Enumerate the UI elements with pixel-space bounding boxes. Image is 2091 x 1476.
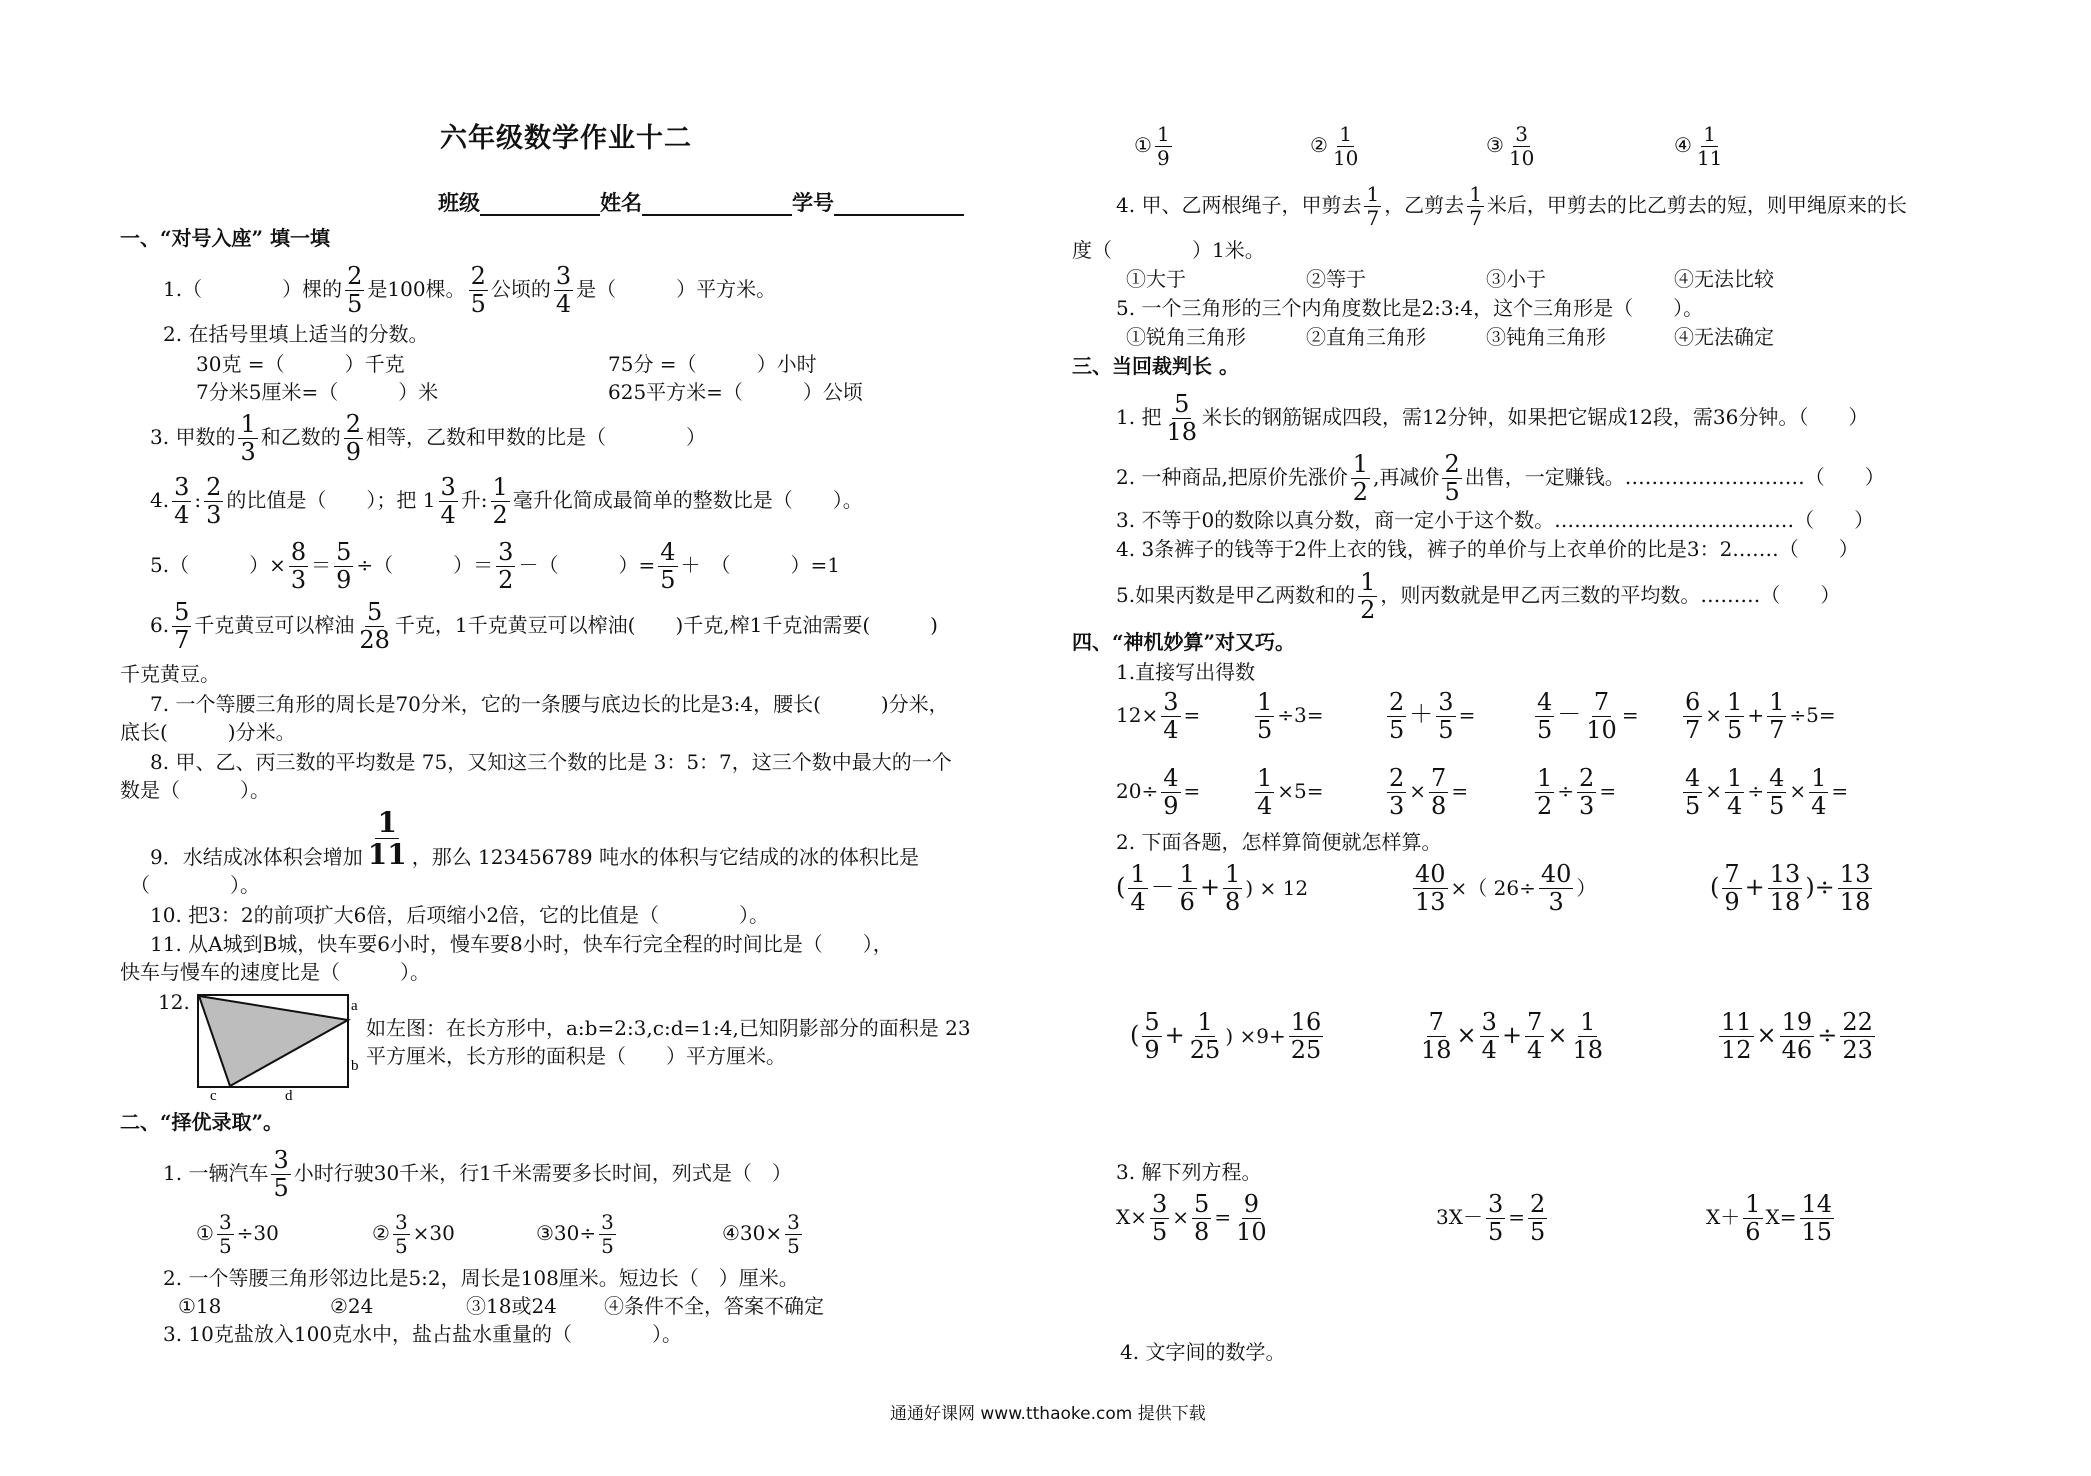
- s2-q1-option4: ④30× $\frac{3}{5}$: [722, 1210, 800, 1258]
- shaded-triangle: [199, 996, 348, 1086]
- s2-q1-option3: ③30÷ $\frac{3}{5}$: [536, 1210, 614, 1258]
- s2-q4-option2: ②等于: [1306, 267, 1366, 291]
- expr-6: $\frac{11}{12}$ × $\frac{19}{46}$ ÷ $\frac{22}{23}$: [1721, 1008, 1873, 1065]
- fraction: $\frac{3}{5}$: [273, 1146, 289, 1203]
- fraction: $\frac{7}{4}$: [1527, 1008, 1543, 1065]
- fraction: $\frac{7}{18}$: [1421, 1008, 1452, 1065]
- s1-q2-a: 30克 =（ ）千克: [196, 352, 405, 376]
- s2-q3-text: 3. 10克盐放入100克水中，盐占盐水重量的（ ）。: [163, 1322, 683, 1346]
- fraction: $\frac{19}{46}$: [1781, 1008, 1813, 1065]
- fraction: $\frac{3}{5}$: [1152, 1190, 1168, 1247]
- fraction: $\frac{1}{6}$: [1179, 860, 1195, 917]
- s2-q5-text: 5. 一个三角形的三个内角度数比是2:3:4，这个三角形是（ ）。: [1116, 296, 1704, 320]
- fraction: $\frac{40}{13}$: [1415, 860, 1446, 917]
- fraction: $\frac{1}{2}$: [492, 473, 508, 530]
- s1-q6-line2: 千克黄豆。: [120, 662, 220, 686]
- s1-q3: 3. 甲数的 $\frac{1}{3}$ 和乙数的 $\frac{2}{9}$ 相等，乙数和甲数的比是（ ）: [150, 410, 707, 467]
- fraction: $\frac{4}{5}$: [1769, 764, 1785, 821]
- equation-3: X＋ $\frac{1}{6}$ X= $\frac{14}{15}$: [1706, 1190, 1833, 1247]
- section4-heading: 四、“神机妙算”对又巧。: [1072, 630, 1296, 654]
- calc-r1-5: $\frac{6}{7}$ × $\frac{1}{5}$ + $\frac{1}{7}$ ÷5=: [1685, 688, 1836, 745]
- calc-r1-2: $\frac{1}{5}$ ÷3=: [1257, 688, 1324, 745]
- fraction: $\frac{6}{7}$: [1685, 688, 1701, 745]
- s1-q7-line1: 7. 一个等腰三角形的周长是70分米，它的一条腰与底边长的比是3:4，腰长( )分米，: [150, 692, 949, 716]
- fraction: $\frac{5}{9}$: [336, 538, 352, 595]
- fraction: $\frac{4}{5}$: [1685, 764, 1701, 821]
- s3-q3: 3. 不等于0的数除以真分数，商一定小于这个数。………………………………（ ）: [1116, 508, 1875, 532]
- s3-q4: 4. 3条裤子的钱等于2件上衣的钱，裤子的单价与上衣单价的比是3：2.……（ ）: [1116, 537, 1859, 561]
- equation-2: 3X－ $\frac{3}{5}$ = $\frac{2}{5}$: [1436, 1190, 1546, 1247]
- label-d: d: [285, 1088, 293, 1102]
- s2-q5-option1: ①锐角三角形: [1126, 325, 1246, 349]
- fraction: $\frac{11}{12}$: [1721, 1008, 1752, 1065]
- fraction: $\frac{2}{5}$: [470, 262, 486, 319]
- expr-5: $\frac{7}{18}$ × $\frac{3}{4}$ + $\frac{7}{4}$ × $\frac{1}{18}$: [1421, 1008, 1603, 1065]
- fraction: $\frac{16}{25}$: [1290, 1008, 1322, 1065]
- s1-q2-b: 75分 =（ ）小时: [608, 352, 817, 376]
- s2-q4-line2: 度（ ）1米。: [1072, 238, 1265, 262]
- fraction: $\frac{3}{5}$: [394, 1210, 408, 1258]
- s1-q12-line2: 平方厘米，长方形的面积是（ ）平方厘米。: [366, 1044, 786, 1068]
- s1-q9: 9．水结成冰体积会增加 $\frac{1}{11}$ ，那么 123456789 吨水的体积与它结成的冰的体积比是: [150, 806, 919, 872]
- student-info-line: [438, 190, 964, 216]
- fraction: $\frac{3}{2}$: [498, 538, 514, 595]
- fraction: $\frac{2}{5}$: [1444, 450, 1460, 507]
- s2-q5-option4: ④无法确定: [1674, 325, 1774, 349]
- class-blank: [480, 194, 600, 216]
- fraction: $\frac{3}{4}$: [174, 473, 190, 530]
- section3-heading: 三、当回裁判长 。: [1072, 354, 1239, 378]
- fraction: $\frac{3}{5}$: [601, 1210, 614, 1258]
- s2-q1-option1: ① $\frac{3}{5}$ ÷30: [196, 1210, 279, 1258]
- s4-sub2: 2. 下面各题，怎样算简便就怎样算。: [1116, 830, 1442, 854]
- expr-3: ( $\frac{7}{9}$ + $\frac{13}{18}$ )÷ $\frac{13}{18}$: [1710, 860, 1871, 917]
- s2-q2-option4: ④条件不全，答案不确定: [604, 1294, 824, 1318]
- fraction: $\frac{3}{4}$: [440, 473, 456, 530]
- fraction: $\frac{1}{10}$: [1332, 122, 1359, 170]
- fraction: $\frac{1}{11}$: [1696, 122, 1723, 170]
- s1-q8-line2: 数是（ ）。: [120, 778, 270, 802]
- s1-q12-num: 12.: [158, 990, 190, 1014]
- number-blank: [834, 194, 964, 216]
- fraction: $\frac{2}{3}$: [1389, 764, 1405, 821]
- page-footer: 通通好课网 www.tthaoke.com 提供下载: [890, 1404, 1206, 1424]
- s2-q4-option4: ④无法比较: [1674, 267, 1774, 291]
- fraction: $\frac{1}{11}$: [367, 806, 407, 872]
- calc-r2-2: $\frac{1}{4}$ ×5=: [1257, 764, 1324, 821]
- calc-r1-1: 12× $\frac{3}{4}$ =: [1116, 688, 1201, 745]
- name-blank: [642, 194, 792, 216]
- fraction: $\frac{5}{9}$: [1144, 1008, 1160, 1065]
- fraction: $\frac{8}{3}$: [290, 538, 307, 595]
- s4-sub1: 1.直接写出得数: [1116, 660, 1256, 684]
- s2-q3-option3: ③ $\frac{3}{10}$: [1486, 122, 1535, 170]
- expr-1: ( $\frac{1}{4}$ － $\frac{1}{6}$ + $\frac{1}{8}$ ) × 12: [1116, 860, 1309, 917]
- s1-q8-line1: 8. 甲、乙、丙三数的平均数是 75，又知这三个数的比是 3：5：7，这三个数中最大的一个: [150, 750, 952, 774]
- s2-q1: 1. 一辆汽车 $\frac{3}{5}$ 小时行驶30千米，行1千米需要多长时间，列式是（ ）: [163, 1146, 792, 1203]
- s2-q3-option4: ④ $\frac{1}{11}$: [1674, 122, 1723, 170]
- s1-q2-c: 7分米5厘米=（ ）米: [196, 380, 439, 404]
- fraction: $\frac{2}{5}$: [347, 262, 363, 319]
- s2-q2-option2: ②24: [330, 1294, 374, 1318]
- fraction: $\frac{7}{10}$: [1586, 688, 1617, 745]
- calc-r1-4: $\frac{4}{5}$ － $\frac{7}{10}$ =: [1537, 688, 1639, 745]
- fraction: $\frac{1}{5}$: [1727, 688, 1743, 745]
- fraction: $\frac{4}{5}$: [1537, 688, 1553, 745]
- fraction: $\frac{1}{4}$: [1811, 764, 1827, 821]
- page-title: 六年级数学作业十二: [440, 123, 692, 154]
- fraction: $\frac{1}{3}$: [240, 410, 256, 467]
- s2-q3-option2: ② $\frac{1}{10}$: [1310, 122, 1359, 170]
- s1-q12-line1: 如左图：在长方形中，a:b=2:3,c:d=1:4,已知阴影部分的面积是 23: [366, 1016, 971, 1040]
- class-label: 班级: [438, 190, 480, 215]
- rectangle-diagram: [195, 992, 365, 1102]
- s2-q4-option3: ③小于: [1486, 267, 1546, 291]
- expr-2: $\frac{40}{13}$ ×（ 26÷ $\frac{40}{3}$ ）: [1415, 860, 1597, 917]
- fraction: $\frac{2}{5}$: [1389, 688, 1405, 745]
- fraction: $\frac{7}{9}$: [1724, 860, 1740, 917]
- fraction: $\frac{1}{6}$: [1745, 1190, 1761, 1247]
- fraction: $\frac{5}{8}$: [1194, 1190, 1210, 1247]
- fraction: $\frac{5}{18}$: [1166, 390, 1197, 447]
- s1-q2-text: 2. 在括号里填上适当的分数。: [163, 322, 429, 346]
- s1-q9-line2: （ ）。: [130, 873, 260, 897]
- section1-heading: 一、“对号入座” 填一填: [120, 226, 330, 250]
- s2-q5-option2: ②直角三角形: [1306, 325, 1426, 349]
- label-c: c: [210, 1088, 217, 1102]
- fraction: $\frac{3}{5}$: [218, 1210, 232, 1258]
- fraction: $\frac{1}{4}$: [1727, 764, 1743, 821]
- fraction: $\frac{4}{5}$: [660, 538, 676, 595]
- s3-q2: 2. 一种商品,把原价先涨价 $\frac{1}{2}$ ,再减价 $\frac{2}{5}$ 出售，一定赚钱。………………………（ ）: [1116, 450, 1885, 507]
- fraction: $\frac{1}{7}$: [1366, 182, 1380, 230]
- fraction: $\frac{3}{5}$: [1438, 688, 1454, 745]
- fraction: $\frac{3}{4}$: [555, 262, 572, 319]
- fraction: $\frac{1}{7}$: [1469, 182, 1482, 230]
- s2-q2-option1: ①18: [178, 1294, 222, 1318]
- fraction: $\frac{1}{4}$: [1130, 860, 1146, 917]
- fraction: $\frac{1}{4}$: [1257, 764, 1273, 821]
- equation-1: X× $\frac{3}{5}$ × $\frac{5}{8}$ = $\frac{9}{10}$: [1116, 1190, 1267, 1247]
- fraction: $\frac{1}{18}$: [1572, 1008, 1603, 1065]
- s3-q5: 5.如果丙数是甲乙两数和的 $\frac{1}{2}$ ，则丙数就是甲乙丙三数的平均数。………（ ）: [1116, 568, 1841, 625]
- name-label: 姓名: [600, 190, 642, 215]
- s1-q11-line2: 快车与慢车的速度比是（ ）。: [120, 960, 430, 984]
- s2-q2-option3: ③18或24: [466, 1294, 557, 1318]
- s4-sub4: 4. 文字间的数学。: [1120, 1340, 1286, 1364]
- fraction: $\frac{1}{2}$: [1360, 568, 1376, 625]
- fraction: $\frac{2}{3}$: [1579, 764, 1595, 821]
- s1-q4: 4. $\frac{3}{4}$ : $\frac{2}{3}$ 的比值是（ ）；把 1 $\frac{3}{4}$ 升: $\frac{1}{2}$ 毫升化简成最简单的整数比是（ ）。: [150, 473, 863, 530]
- s2-q4: 4. 甲、乙两根绳子，甲剪去 $\frac{1}{7}$ ，乙剪去 $\frac{1}{7}$ 米后，甲剪去的比乙剪去的短，则甲绳原来的长: [1116, 182, 1907, 230]
- fraction: $\frac{1}{25}$: [1189, 1008, 1221, 1065]
- s1-q5: 5.（ ）× $\frac{8}{3}$ ＝ $\frac{5}{9}$ ÷（ ）＝ $\frac{3}{2}$ －（ ）= $\frac{4}{5}$ ＋ （ ）=1: [150, 538, 840, 595]
- s1-q1: 1.（ ）棵的 $\frac{2}{5}$ 是100棵。 $\frac{2}{5}$ 公顷的 $\frac{3}{4}$ 是（ ）平方米。: [163, 262, 777, 319]
- s1-q6: 6. $\frac{5}{7}$ 千克黄豆可以榨油 $\frac{5}{28}$ 千克，1千克黄豆可以榨油( )千克,榨1千克油需要( ): [150, 598, 938, 655]
- s2-q1-option2: ② $\frac{3}{5}$ ×30: [372, 1210, 455, 1258]
- section2-heading: 二、“择优录取”。: [120, 1110, 284, 1134]
- fraction: $\frac{3}{5}$: [787, 1210, 800, 1258]
- fraction: $\frac{5}{28}$: [359, 598, 390, 655]
- fraction: $\frac{7}{8}$: [1431, 764, 1447, 821]
- fraction: $\frac{3}{4}$: [1163, 688, 1179, 745]
- fraction: $\frac{5}{7}$: [174, 598, 190, 655]
- fraction: $\frac{9}{10}$: [1236, 1190, 1267, 1247]
- fraction: $\frac{1}{5}$: [1257, 688, 1273, 745]
- s2-q4-option1: ①大于: [1126, 267, 1186, 291]
- calc-r2-5: $\frac{4}{5}$ × $\frac{1}{4}$ ÷ $\frac{4}{5}$ × $\frac{1}{4}$ =: [1685, 764, 1849, 821]
- s3-q1: 1. 把 $\frac{5}{18}$ 米长的钢筋锯成四段，需12分钟，如果把它锯成12段，需36分钟。（ ）: [1116, 390, 1869, 447]
- label-a: a: [351, 998, 358, 1014]
- fraction: $\frac{1}{7}$: [1769, 688, 1785, 745]
- expr-4: ( $\frac{5}{9}$ + $\frac{1}{25}$ ) ×9+ $\frac{16}{25}$: [1130, 1008, 1322, 1065]
- fraction: $\frac{1}{9}$: [1156, 122, 1170, 170]
- fraction: $\frac{1}{8}$: [1225, 860, 1241, 917]
- fraction: $\frac{3}{4}$: [1481, 1008, 1497, 1065]
- calc-r2-4: $\frac{1}{2}$ ÷ $\frac{2}{3}$ =: [1537, 764, 1617, 821]
- fraction: $\frac{2}{5}$: [1530, 1190, 1546, 1247]
- s1-q10: 10. 把3：2的前项扩大6倍，后项缩小2倍，它的比值是（ ）。: [150, 903, 770, 927]
- fraction: $\frac{13}{18}$: [1769, 860, 1801, 917]
- fraction: $\frac{4}{9}$: [1163, 764, 1179, 821]
- s1-q2-d: 625平方米=（ ）公顷: [608, 380, 863, 404]
- number-label: 学号: [792, 190, 834, 215]
- fraction: $\frac{1}{2}$: [1352, 450, 1369, 507]
- fraction: $\frac{1}{2}$: [1537, 764, 1553, 821]
- fraction: $\frac{3}{5}$: [1487, 1190, 1504, 1247]
- fraction: $\frac{2}{3}$: [206, 473, 222, 530]
- s2-q3-option1: ① $\frac{1}{9}$: [1134, 122, 1170, 170]
- fraction: $\frac{40}{3}$: [1540, 860, 1572, 917]
- fraction: $\frac{13}{18}$: [1839, 860, 1871, 917]
- s2-q2-text: 2. 一个等腰三角形邻边比是5:2，周长是108厘米。短边长（ ）厘米。: [163, 1266, 799, 1290]
- s4-sub3: 3. 解下列方程。: [1116, 1160, 1262, 1184]
- calc-r1-3: $\frac{2}{5}$ ＋ $\frac{3}{5}$ =: [1389, 688, 1476, 745]
- fraction: $\frac{2}{9}$: [345, 410, 362, 467]
- fraction: $\frac{14}{15}$: [1801, 1190, 1833, 1247]
- s2-q5-option3: ③钝角三角形: [1486, 325, 1606, 349]
- fraction: $\frac{22}{23}$: [1842, 1008, 1873, 1065]
- label-b: b: [351, 1058, 359, 1074]
- calc-r2-3: $\frac{2}{3}$ × $\frac{7}{8}$ =: [1389, 764, 1469, 821]
- calc-r2-1: 20÷ $\frac{4}{9}$ =: [1116, 764, 1201, 821]
- s1-q7-line2: 底长( )分米。: [120, 720, 296, 744]
- s1-q11-line1: 11. 从A城到B城，快车要6小时，慢车要8小时，快车行完全程的时间比是（ ），: [150, 932, 893, 956]
- fraction: $\frac{3}{10}$: [1508, 122, 1535, 170]
